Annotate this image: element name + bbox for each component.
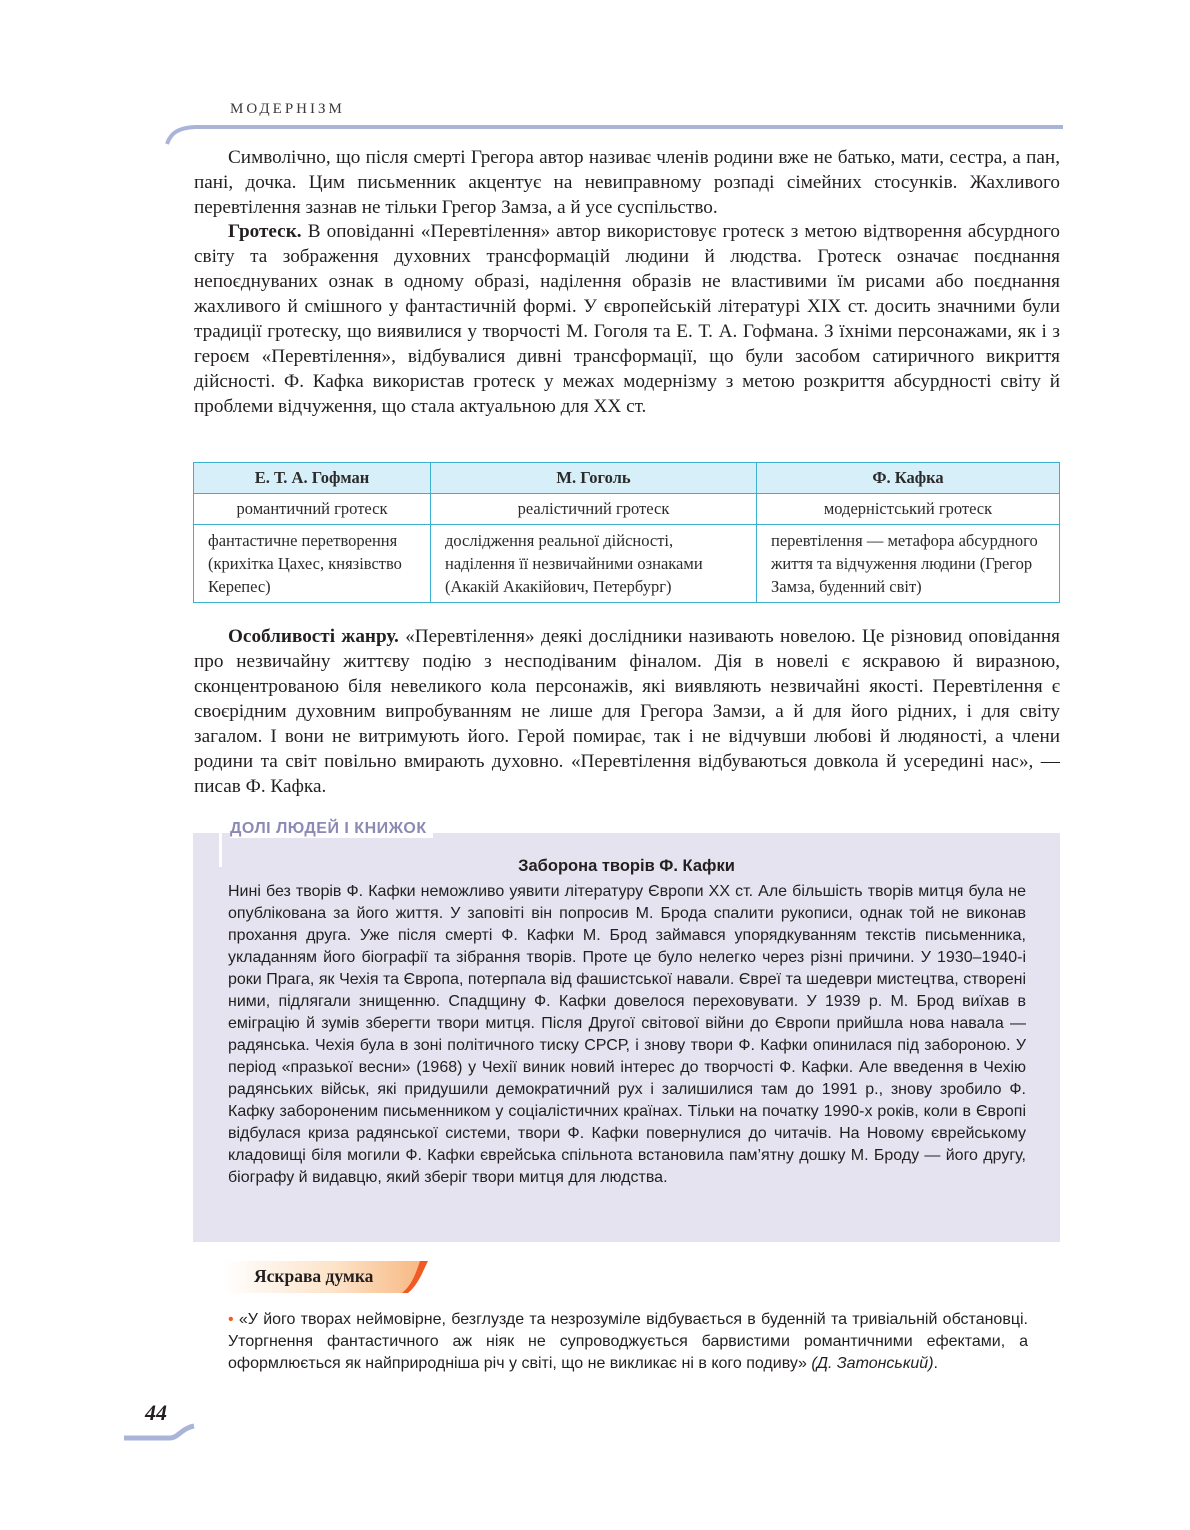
paragraph-heading: Особливості жанру. bbox=[228, 626, 399, 647]
page-number: 44 bbox=[145, 1400, 167, 1425]
quote-block: • «У його творах неймовірне, безглузде та незрозуміле відбувається в буденній та тривіальній обстановці. Уторгнення фантастичного аж ніяк не супроводжується барвистими романтичними ефектами, а оформлюється як найприродніша річ у світі, що не викликає ні в кого подиву» (Д. Затонський). bbox=[228, 1311, 1028, 1372]
paragraph-genre: Особливості жанру. «Перевтілення» деякі дослідники називають новелою. Це різновид оповідання про незвичайну життєву подію з несподіваним фіналом. Дія в новелі є яскравою й виразною, сконцентрованою біля невеликого кола персонажів, які виявляють незвичайні якості. Перевтілення є своєрідним духовним випробуванням не лише для Грегора Замзи, а й для його рідних, і для світу загалом. І вони не витримують його. Герой помирає, так і не відчувши любові й людяності, а члени родини та світ повільно вмирають духовно. «Перевтілення відбуваються довкола й усередині нас», — писав Ф. Кафка. bbox=[194, 626, 1060, 797]
header-rule bbox=[165, 122, 1065, 146]
grotesque-table bbox=[193, 462, 1060, 603]
table-header: Е. Т. А. Гофман bbox=[194, 463, 431, 494]
yaskrava-label: Яскрава думка bbox=[254, 1266, 374, 1286]
bullet: • bbox=[228, 1311, 234, 1328]
table-header: М. Гоголь bbox=[431, 463, 757, 494]
table-cell: фантастичне перетворення (крихітка Цахес, князівство Керепес) bbox=[194, 525, 431, 603]
table-cell: перевтілення — метафора абсурдного життя та відчуження людини (Грегор Замза, буденний світ) bbox=[757, 525, 1060, 603]
table-cell: дослідження реальної дійсності, наділення її незвичайними ознаками (Акакій Акакійович, Петербург) bbox=[431, 525, 757, 603]
paragraph-heading: Гротеск. bbox=[228, 221, 302, 242]
paragraph-grotesque: Гротеск. В оповіданні «Перевтілення» автор використовує гротеск з метою відтворення абсурдного світу та зображення духовних трансформацій людини й людства. Гротеск означає поєднання непоєднуваних ознак в одному образі, наділення образів не властивими їм рисами або поєднання жахливого й смішного у фантастичній формі. У європейській літературі XIX ст. досить значними були традиції гротеску, що виявилися у творчості М. Гоголя та Е. Т. А. Гофмана. З їхніми персонажами, як і з героєм «Перевтілення», відбувалися дивні трансформації, що були засобом сатиричного викриття дійсності. Ф. Кафка використав гротеск у межах модернізму з метою розкриття абсурдності світу й проблеми відчуження, що стала актуальною для XX ст. bbox=[194, 221, 1060, 417]
table-row bbox=[194, 525, 1060, 603]
paragraph-symbolic: Символічно, що після смерті Грегора автор називає членів родини вже не батько, мати, сестра, а пан, пані, дочка. Цим письменник акцентує на невиправному розпаді сімейних стосунків. Жахливого перевтілення зазнав не тільки Грегор Замза, а й усе суспільство. bbox=[194, 147, 1060, 218]
table-header: Ф. Кафка bbox=[757, 463, 1060, 494]
table-cell: реалістичний гротеск bbox=[431, 494, 757, 525]
section-header: МОДЕРНІЗМ bbox=[230, 101, 345, 117]
doli-title: Заборона творів Ф. Кафки bbox=[518, 857, 735, 875]
doli-label: ДОЛІ ЛЮДЕЙ І КНИЖОК bbox=[230, 820, 433, 838]
table-row bbox=[194, 494, 1060, 525]
table-cell: модерністський гротеск bbox=[757, 494, 1060, 525]
quote-author: (Д. Затонський) bbox=[811, 1355, 934, 1372]
footer-rule bbox=[124, 1422, 196, 1444]
table-header-row bbox=[194, 463, 1060, 494]
doli-text: Нині без творів Ф. Кафки неможливо уявити літературу Європи XX ст. Але більшість творів митця була не опублікована за його життя. У заповіті він попросив М. Брода спалити рукописи, однак той не виконав прохання друга. Уже після смерті Ф. Кафки М. Брод займався упорядкуванням текстів письменника, укладанням його біографії та зібрання творів. Проте це було нелегко через різні причини. У 1930–1940-і роки Прага, як Чехія та Європа, потерпала від фашистської навали. Євреї та шедеври мистецтва, створені ними, підлягали знищенню. Спадщину Ф. Кафки довелося переховувати. У 1939 р. М. Брод виїхав в еміграцію й зумів зберегти твори митця. Після Другої світової війни до Європи прийшла нова навала — радянська. Чехія була в зоні політичного тиску СРСР, і знову твори Ф. Кафки опинилася під забороною. У період «празької весни» (1968) у Чехії виник новий інтерес до творчості Ф. Кафки. Але введення в Чехію радянських військ, які придушили демократичний рух і залишилися там до 1991 р., знову зробило Ф. Кафку забороненим письменником у соціалістичних країнах. Тільки на початку 1990-х років, коли в Європі відбулася криза радянської системи, твори Ф. Кафки повернулися до читачів. На Новому єврейському кладовищі біля могили Ф. Кафки єврейська спільнота встановила пам’ятну дошку М. Броду — його другу, біографу й видавцю, який зберіг твори митця для людства. bbox=[228, 883, 1026, 1186]
quote-text: «У його творах неймовірне, безглузде та незрозуміле відбувається в буденній та тривіальній обстановці. Уторгнення фантастичного аж ніяк не супроводжується барвистими романтичними ефектами, а оформлюється як найприродніша річ у світі, що не викликає ні в кого подиву» bbox=[228, 1311, 1028, 1372]
table-cell: романтичний гротеск bbox=[194, 494, 431, 525]
